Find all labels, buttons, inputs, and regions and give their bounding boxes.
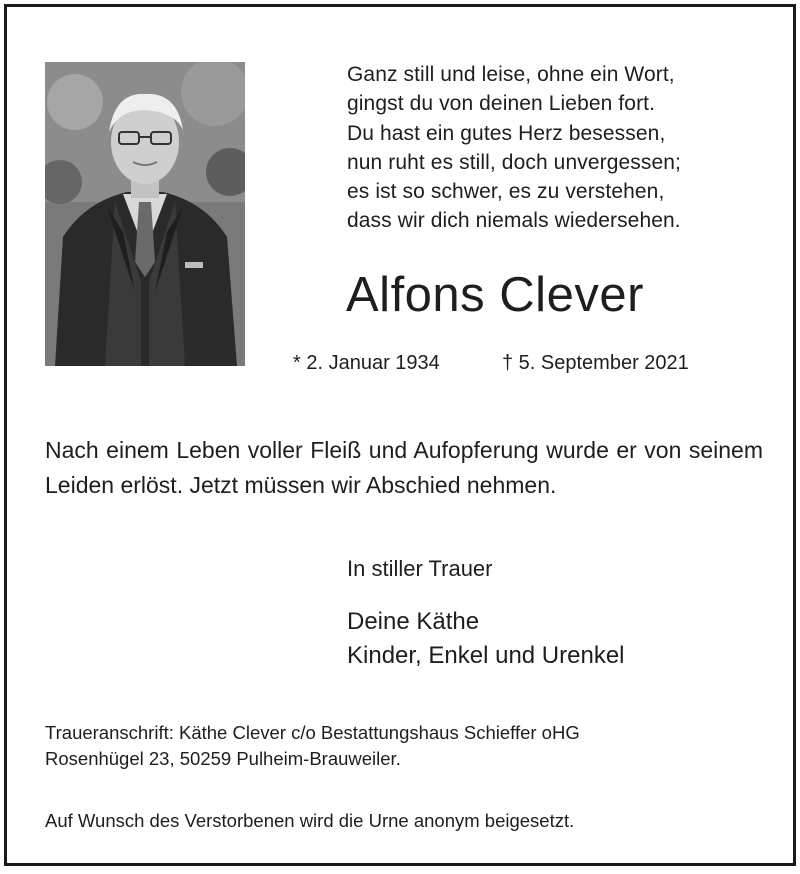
- signers: [347, 605, 625, 673]
- portrait-photo: [45, 62, 245, 366]
- funeral-note: Auf Wunsch des Verstorbenen wird die Urne anonym beigesetzt.: [45, 810, 575, 831]
- signer-line: Deine Käthe: [347, 608, 480, 635]
- portrait-image: [45, 62, 245, 366]
- deceased-name: Alfons Clever: [346, 268, 644, 322]
- signer-line: Kinder, Enkel und Urenkel: [347, 642, 625, 669]
- address-line: Traueranschrift: Käthe Clever c/o Bestattungshaus Schieffer oHG: [45, 722, 580, 743]
- poem-line: gingst du von deinen Lieben fort.: [347, 92, 656, 116]
- obituary-message: Nach einem Leben voller Fleiß und Aufopferung wurde er von seinem Leiden erlöst. Jetzt müssen wir Abschied nehmen.: [45, 437, 763, 498]
- mourning-phrase: In stiller Trauer: [347, 556, 493, 581]
- poem-line: nun ruht es still, doch unvergessen;: [347, 150, 681, 174]
- obituary-notice: [4, 4, 796, 866]
- birth-date: * 2. Januar 1934: [293, 352, 440, 374]
- poem-line: es ist so schwer, es zu verstehen,: [347, 180, 665, 204]
- poem-line: dass wir dich niemals wiedersehen.: [347, 209, 681, 233]
- memorial-poem: [347, 60, 681, 236]
- poem-line: Ganz still und leise, ohne ein Wort,: [347, 63, 675, 86]
- poem-line: Du hast ein gutes Herz besessen,: [347, 121, 666, 145]
- mourning-address: [45, 720, 580, 772]
- address-line: Rosenhügel 23, 50259 Pulheim-Brauweiler.: [45, 748, 401, 769]
- death-date: † 5. September 2021: [502, 352, 689, 374]
